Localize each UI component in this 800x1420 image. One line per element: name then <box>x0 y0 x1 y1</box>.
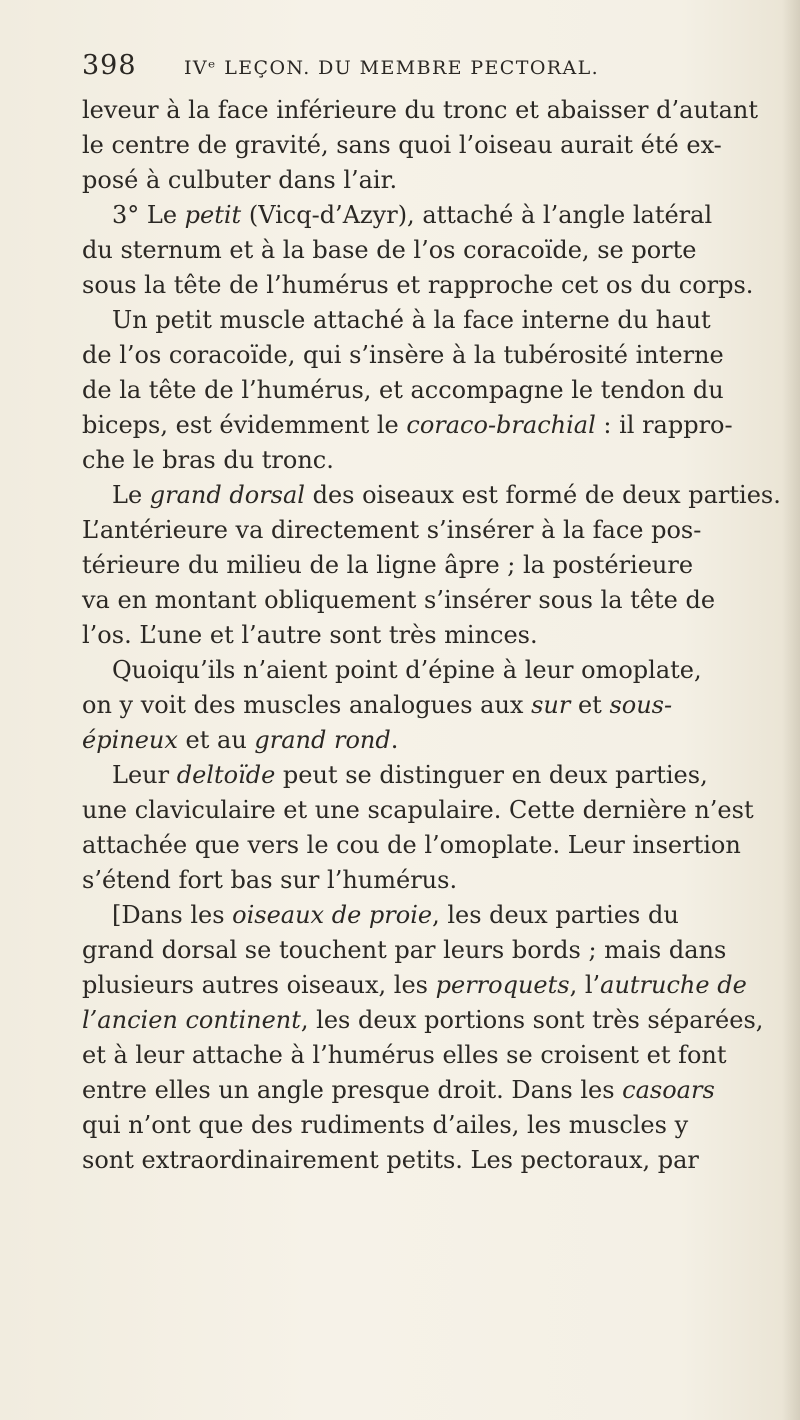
text-line: s’étend fort bas sur l’humérus. <box>82 866 458 894</box>
paragraph-start-line: [Dans les oiseaux de proie, les deux parties du <box>112 901 679 929</box>
text-line: de la tête de l’humérus, et accompagne le tendon du <box>82 376 724 404</box>
text-line: de l’os coracoïde, qui s’insère à la tubérosité interne <box>82 341 724 369</box>
text-line: entre elles un angle presque droit. Dans les casoars <box>82 1076 715 1104</box>
text-line: épineux et au grand rond. <box>82 726 399 754</box>
text-line: attachée que vers le cou de l’omoplate. Leur insertion <box>82 831 741 859</box>
italic-term: coraco-brachial <box>406 411 596 439</box>
paragraph-start-line: Le grand dorsal des oiseaux est formé de deux parties. <box>112 481 781 509</box>
italic-term: deltoïde <box>176 761 276 789</box>
text-line: sous la tête de l’humérus et rapproche cet os du corps. <box>82 271 754 299</box>
italic-term: l’ancien continent <box>82 1006 301 1034</box>
paragraph-start-line: Leur deltoïde peut se distinguer en deux parties, <box>112 761 708 789</box>
page-number: 398 <box>82 50 137 81</box>
italic-term: casoars <box>622 1076 715 1104</box>
text-line: on y voit des muscles analogues aux sur et sous- <box>82 691 673 719</box>
running-title: IVᵉ LEÇON. DU MEMBRE PECTORAL. <box>184 57 600 79</box>
text-line: leveur à la face inférieure du tronc et abaisser d’autant <box>82 96 758 124</box>
text-line: l’os. L’une et l’autre sont très minces. <box>82 621 538 649</box>
text-line: plusieurs autres oiseaux, les perroquets, l’autruche de <box>82 971 747 999</box>
italic-term: perroquets <box>435 971 570 999</box>
italic-term: autruche de <box>600 971 747 999</box>
running-head <box>82 50 800 90</box>
text-line: du sternum et à la base de l’os coracoïde, se porte <box>82 236 697 264</box>
italic-term: épineux <box>82 726 178 754</box>
body-text <box>82 93 790 1178</box>
text-line: et à leur attache à l’humérus elles se croisent et font <box>82 1041 727 1069</box>
text-line: le centre de gravité, sans quoi l’oiseau aurait été ex- <box>82 131 722 159</box>
text-line: térieure du milieu de la ligne âpre ; la postérieure <box>82 551 694 579</box>
paragraph-start-line: Quoiqu’ils n’aient point d’épine à leur omoplate, <box>112 656 702 684</box>
text-line: qui n’ont que des rudiments d’ailes, les muscles y <box>82 1111 689 1139</box>
text-line: une claviculaire et une scapulaire. Cette dernière n’est <box>82 796 754 824</box>
text-line: posé à culbuter dans l’air. <box>82 166 398 194</box>
text-line: va en montant obliquement s’insérer sous la tête de <box>82 586 716 614</box>
italic-term: sous- <box>609 691 673 719</box>
italic-term: grand rond <box>254 726 391 754</box>
italic-term: sur <box>531 691 571 719</box>
italic-term: oiseaux de proie <box>232 901 433 929</box>
text-line: che le bras du tronc. <box>82 446 334 474</box>
italic-term: petit <box>184 201 242 229</box>
italic-term: grand dorsal <box>149 481 305 509</box>
text-line: L’antérieure va directement s’insérer à la face pos- <box>82 516 702 544</box>
paragraph-start-line: 3° Le petit (Vicq-d’Azyr), attaché à l’angle latéral <box>112 201 713 229</box>
text-line: biceps, est évidemment le coraco-brachial : il rappro- <box>82 411 733 439</box>
text-line: grand dorsal se touchent par leurs bords ; mais dans <box>82 936 727 964</box>
text-line: l’ancien continent, les deux portions sont très séparées, <box>82 1006 764 1034</box>
text-line: sont extraordinairement petits. Les pectoraux, par <box>82 1146 699 1174</box>
paragraph-start-line: Un petit muscle attaché à la face interne du haut <box>112 306 711 334</box>
